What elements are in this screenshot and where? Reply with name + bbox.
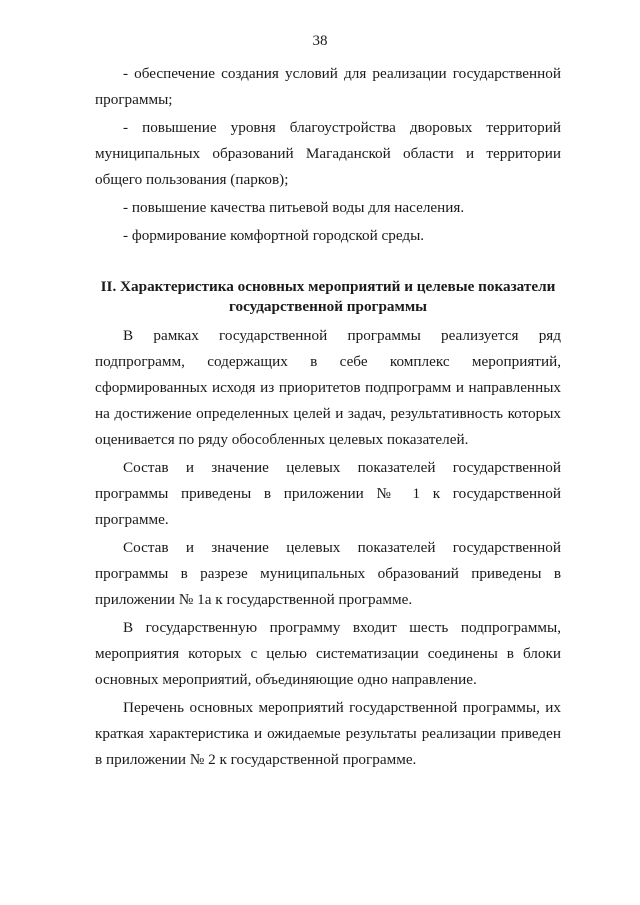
page-number: 38 <box>312 33 328 49</box>
list-item: - обеспечение создания условий для реализации государственной программы; <box>95 65 561 108</box>
section-heading-line-1: II. Характеристика основных мероприятий и целевые показатели <box>100 278 556 295</box>
list-item: - повышение уровня благоустройства дворовых территорий муниципальных образований Магаданской области и территории общего пользования (парков); <box>95 119 561 188</box>
section-heading-line-2: государственной программы <box>228 298 428 315</box>
paragraph: В государственную программу входит шесть подпрограммы, мероприятия которых с целью систематизации соединены в блоки основных мероприятий, объединяющие одно направление. <box>95 619 561 688</box>
paragraph: В рамках государственной программы реализуется ряд подпрограмм, содержащих в себе комплекс мероприятий, сформированных исходя из приоритетов подпрограмм и направленных на достижение определенных целей и задач, результативность которых оценивается по ряду обособленных целевых показателей. <box>95 327 561 448</box>
list-item: - формирование комфортной городской среды. <box>123 227 425 244</box>
goals-list <box>95 61 561 251</box>
paragraph: Состав и значение целевых показателей государственной программы приведены в приложении № 1 к государственной программе. <box>95 459 561 528</box>
list-item: - повышение качества питьевой воды для населения. <box>123 199 465 216</box>
paragraph: Состав и значение целевых показателей государственной программы в разрезе муниципальных образований приведены в приложении № 1а к государственной программе. <box>95 539 561 608</box>
section-body <box>95 323 561 775</box>
paragraph: Перечень основных мероприятий государственной программы, их краткая характеристика и ожидаемые результаты реализации приведен в приложении № 2 к государственной программе. <box>95 699 561 768</box>
section-heading <box>95 277 561 317</box>
